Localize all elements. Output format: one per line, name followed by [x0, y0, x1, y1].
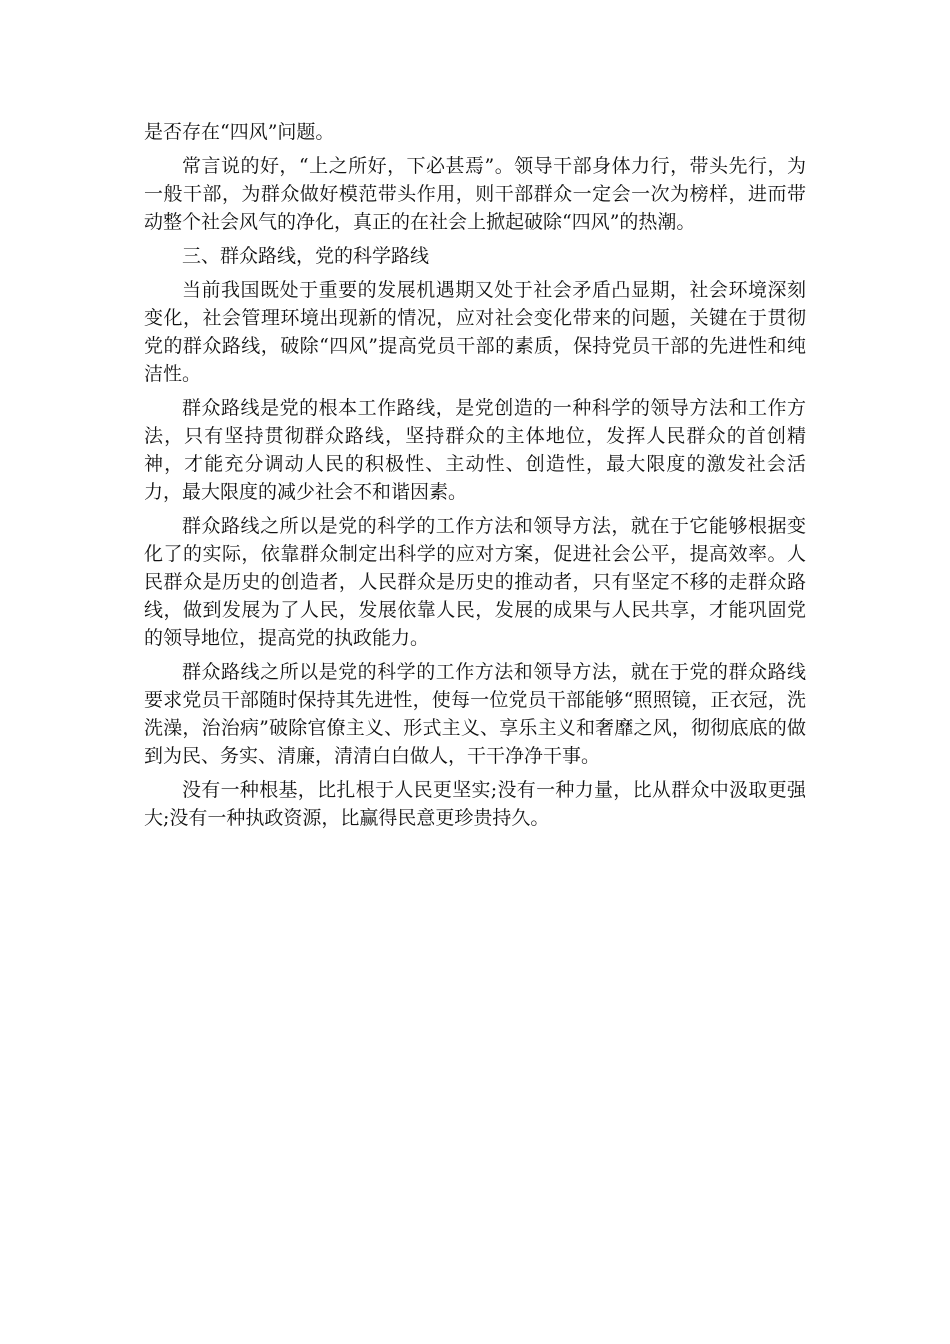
section-heading: 三、群众路线，党的科学路线: [182, 245, 430, 267]
paragraph-conclusion: 没有一种根基，比扎根于人民更坚实;没有一种力量，比从群众中汲取更强大;没有一种执政资源，比赢得民意更珍贵持久。: [144, 779, 806, 829]
paragraph-current-situation: 当前我国既处于重要的发展机遇期又处于社会矛盾凸显期，社会环境深刻变化，社会管理环境出现新的情况，应对社会变化带来的问题，关键在于贯彻党的群众路线，破除“四风”提高党员干部的素质，保持党员干部的先进性和纯洁性。: [144, 279, 806, 385]
paragraph-continuation: 是否存在“四风”问题。: [144, 121, 335, 143]
paragraph-scientific-method-2: 群众路线之所以是党的科学的工作方法和领导方法，就在于党的群众路线要求党员干部随时保持其先进性，使每一位党员干部能够“照照镜，正衣冠，洗洗澡，治治病”破除官僚主义、形式主义、享乐主义和奢靡之风，彻彻底底的做到为民、务实、清廉，清清白白做人，干干净净干事。: [144, 661, 806, 767]
paragraph-scientific-method-1: 群众路线之所以是党的科学的工作方法和领导方法，就在于它能够根据变化了的实际，依靠群众制定出科学的应对方案，促进社会公平，提高效率。人民群众是历史的创造者，人民群众是历史的推动者，只有坚定不移的走群众路线，做到发展为了人民，发展依靠人民，发展的成果与人民共享，才能巩固党的领导地位，提高党的执政能力。: [144, 515, 806, 649]
document-page: [144, 118, 806, 838]
paragraph-proverb: 常言说的好，“上之所好，下必甚焉”。领导干部身体力行，带头先行，为一般干部，为群众做好模范带头作用，则干部群众一定会一次为榜样，进而带动整个社会风气的净化，真正的在社会上掀起破除“四风”的热潮。: [144, 155, 806, 233]
paragraph-mass-line-fundamental: 群众路线是党的根本工作路线，是党创造的一种科学的领导方法和工作方法，只有坚持贯彻群众路线，坚持群众的主体地位，发挥人民群众的首创精神，才能充分调动人民的积极性、主动性、创造性，最大限度的激发社会活力，最大限度的减少社会不和谐因素。: [144, 397, 806, 503]
